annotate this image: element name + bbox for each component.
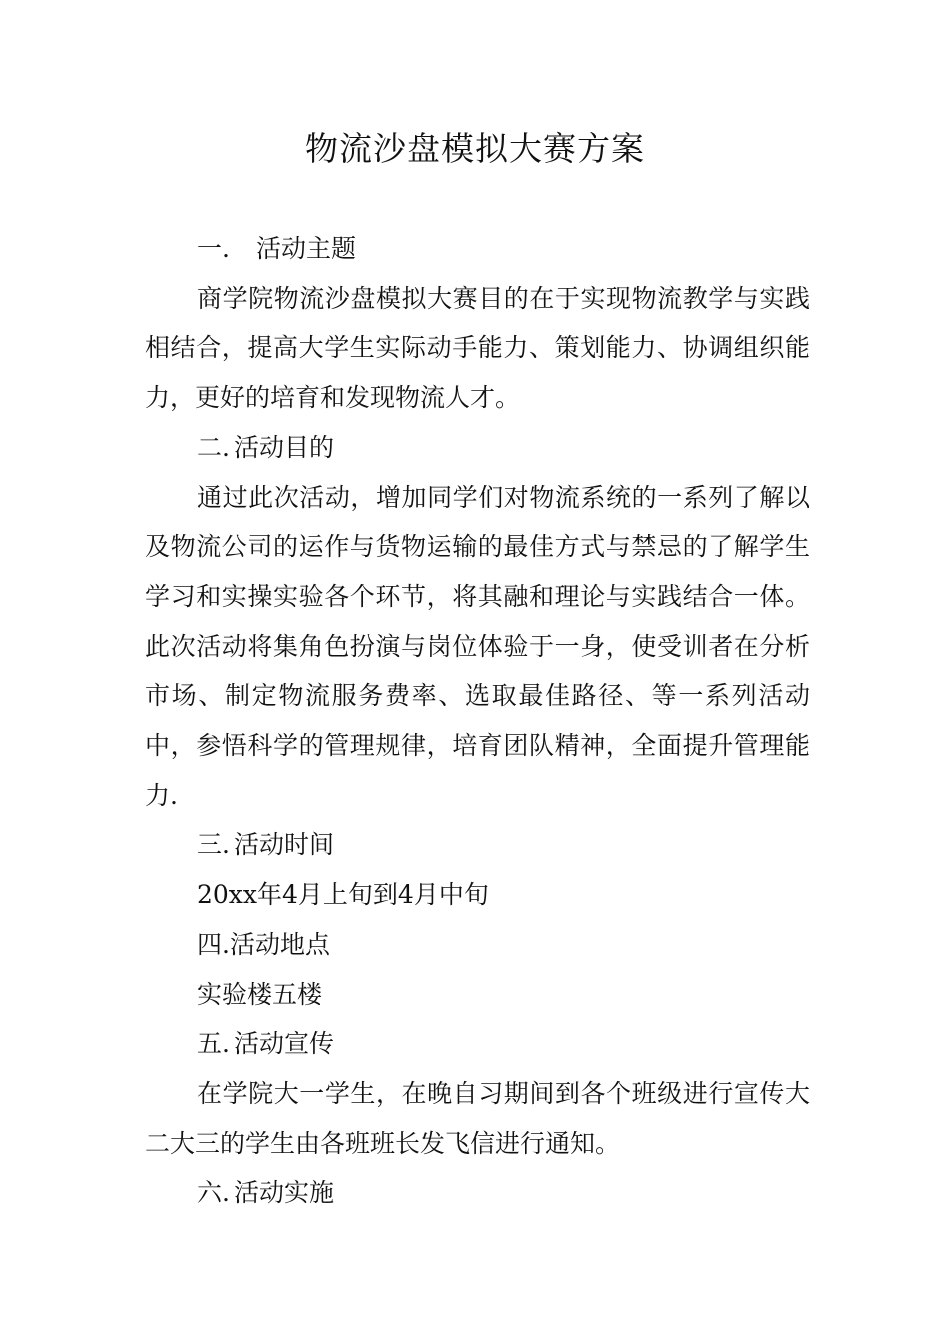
- section-number: 四.: [197, 929, 230, 959]
- paragraph-purpose: 通过此次活动，增加同学们对物流系统的一系列了解以及物流公司的运作与货物运输的最佳方式与禁忌的了解学生学习和实操实验各个环节，将其融和理论与实践结合一体。此次活动将集角色扮演与岗位体验于一身，使受训者在分析市场、制定物流服务费率、选取最佳路径、等一系列活动中，参悟科学的管理规律，培育团队精神，全面提升管理能力.: [145, 482, 810, 810]
- section-title: 活动地点: [229, 929, 330, 959]
- section-number: 三.: [197, 830, 230, 860]
- paragraph-time: 20xx年4月上旬到4月中旬: [197, 880, 489, 910]
- section-number: 五.: [197, 1029, 230, 1059]
- section-heading-location: [145, 920, 810, 970]
- section-title: 活动主题: [255, 234, 356, 263]
- section-title: 活动实施: [233, 1178, 334, 1208]
- section-number: 一.: [197, 234, 230, 263]
- section-title: 活动目的: [233, 432, 334, 462]
- document-title: 物流沙盘模拟大赛方案: [305, 129, 645, 168]
- section-title: 活动宣传: [233, 1029, 334, 1059]
- section-heading-time: [145, 820, 810, 870]
- section-title: 活动时间: [233, 830, 334, 860]
- document-body: [145, 224, 810, 1218]
- paragraph-publicity: 在学院大一学生，在晚自习期间到各个班级进行宣传大二大三的学生由各班班长发飞信进行通知。: [145, 1078, 810, 1158]
- paragraph-theme: 商学院物流沙盘模拟大赛目的在于实现物流教学与实践相结合，提高大学生实际动手能力、策划能力、协调组织能力，更好的培育和发现物流人才。: [145, 283, 810, 413]
- section-heading-purpose: [145, 423, 810, 473]
- paragraph-location: 实验楼五楼: [197, 979, 323, 1009]
- section-number: 二.: [197, 432, 230, 462]
- section-heading-implementation: [145, 1168, 810, 1218]
- section-number: 六.: [197, 1178, 230, 1208]
- section-heading-theme: [145, 224, 810, 274]
- section-heading-publicity: [145, 1019, 810, 1069]
